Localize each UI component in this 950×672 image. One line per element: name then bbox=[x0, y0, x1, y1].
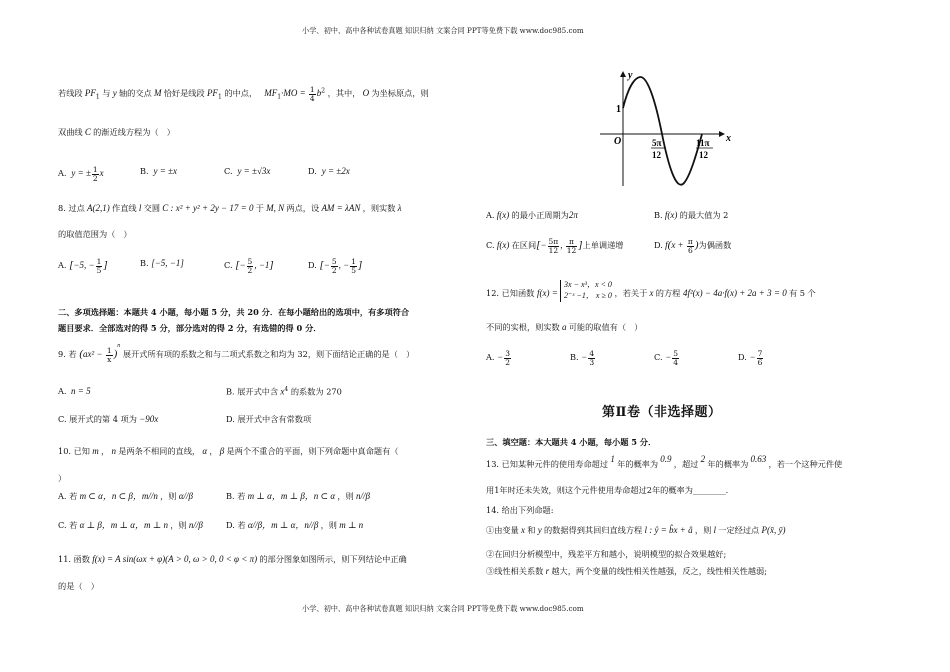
q10-stem-end: ） bbox=[58, 473, 67, 483]
y-label: y bbox=[628, 70, 633, 81]
q12-stem: 12. 已知函数 f(x) = 3x − x³，x < 0 2⁻ˣ −1， x ≥ 0 ，若关于 x 的方程 4f²(x) − 4a·f(x) + 2a + 3 = 0 有 5 个 bbox=[486, 280, 816, 300]
q7-line1: 若线段 $PF_1$ 与 y 轴的交点 M 恰好是线段 $PF_1$ 的中点， $MF_1\cdot MO$ = $\frac{1}{4}$ $b^2$ ，其中， O 为坐标原点，则 bbox=[58, 85, 429, 103]
page-footer: 小学、初中、高中各种试卷真题 知识归纳 文案合同 PPT等免费下载 www.doc985.com bbox=[302, 604, 584, 613]
x-tick-5pi-num: 5π bbox=[652, 138, 662, 148]
q11-stem-end: 的是（ ） bbox=[58, 581, 99, 591]
q11-option-b: B. f(x) 的最大值为 2 bbox=[654, 210, 729, 220]
q8-line2: 的取值范围为（ ） bbox=[58, 229, 132, 239]
q13-line1: 13. 已知某种元件的使用寿命超过 1 年的概率为 0.9 ，超过 2 年的概率为 0.63 ，若一个这种元件使 bbox=[486, 454, 843, 469]
sine-graph bbox=[596, 68, 736, 192]
section2-line2: 题目要求．全部选对的得 5 分，部分选对的得 2 分，有选错的得 0 分． bbox=[58, 323, 322, 333]
q9-stem: 9. 若 (ax² − $\frac{1}{x}$ )$^n$ 展开式所有项的系数之和与二项式系数之和均为 32，则下面结论正确的是（ ） bbox=[58, 343, 415, 364]
x-tick-11pi-num: 11π bbox=[696, 138, 710, 148]
q10-option-b: B. 若 m ⊥ α，m ⊥ β，n ⊂ α ，则 n//β bbox=[226, 491, 370, 501]
q9-option-a: A. n = 5 bbox=[58, 386, 91, 396]
part2-title: 第Ⅱ卷（非选择题） bbox=[602, 405, 722, 420]
q13-line2: 用1年时还未失效，则这个元件使用寿命超过2年的概率为________. bbox=[486, 485, 729, 495]
q7-option-d: D. y = ±2x bbox=[308, 166, 350, 176]
x-tick-11pi-den: 12 bbox=[699, 150, 708, 160]
q11-stem: 11. 函数 f(x) = A sin(ωx + φ)(A > 0, ω > 0, 0 < φ < π) 的部分图象如图所示，则下列结论中正确 bbox=[58, 554, 407, 564]
q8-option-a: A. [−5, − $\frac{1}{5}$ ] bbox=[58, 257, 108, 275]
q10-option-d: D. 若 α//β，m ⊥ α，n//β ，则 m ⊥ n bbox=[226, 520, 364, 530]
q14-item1: ①由变量 x 和 y 的数据得到其回归直线方程 l : ŷ = b̂x + â ，则 l 一定经过点 P(x̄, ȳ) bbox=[486, 525, 786, 535]
q14-item2: ②在回归分析模型中，残差平方和越小，说明模型的拟合效果越好; bbox=[486, 549, 727, 559]
q12-option-d: D. − $\frac{7}{6}$ bbox=[738, 349, 763, 367]
q7-option-a: A. y = ± $\frac{1}{2}$ x bbox=[58, 165, 104, 183]
q9-option-d: D. 展开式中含有常数项 bbox=[226, 414, 312, 424]
q8-option-c: C. [− $\frac{5}{2}$ , −1] bbox=[224, 257, 274, 275]
q8-option-b: B. [−5, −1] bbox=[140, 258, 184, 268]
x-tick-5pi-den: 12 bbox=[652, 150, 661, 160]
q12-line2: 不同的实根，则实数 a 可能的取值有（ ） bbox=[486, 322, 643, 332]
q12-option-a: A. − $\frac{3}{2}$ bbox=[486, 349, 510, 367]
q12-option-c: C. − $\frac{5}{4}$ bbox=[654, 349, 679, 367]
q9-option-b: B. 展开式中含 $x^4$ 的系数为 270 bbox=[226, 386, 342, 397]
section3-heading: 三、填空题：本大题共 4 小题，每小题 5 分． bbox=[486, 437, 657, 447]
origin-label: O bbox=[614, 136, 622, 147]
q14-heading: 14. 给出下列命题: bbox=[486, 505, 554, 515]
q10-option-a: A. 若 m ⊂ α，n ⊂ β，m//n ，则 α//β bbox=[58, 491, 193, 501]
section2-line1: 二、多项选择题：本题共 4 小题，每小题 5 分，共 20 分．在每小题给出的选项中，有多项符合 bbox=[58, 307, 410, 317]
q11-option-a: A. f(x) 的最小正周期为2π bbox=[486, 210, 578, 220]
x-label: x bbox=[726, 133, 731, 144]
q8-option-d: D. [− $\frac{5}{2}$ , − $\frac{1}{5}$ ] bbox=[308, 257, 363, 275]
q12-options bbox=[486, 344, 886, 368]
q11-option-d: D. f(x + $\frac{\pi}{6}$ )为偶函数 bbox=[654, 237, 732, 255]
q8-options bbox=[58, 250, 438, 274]
q8-line1: 8. 过点 A(2,1) 作直线 l 交圆 C : x² + y² + 2y − 17 = 0 于 M, N 两点，设 AM = λAN ，则实数 λ bbox=[58, 203, 402, 213]
q7-option-c: C. y = ±√3x bbox=[224, 166, 271, 176]
q7-option-b: B. y = ±x bbox=[140, 166, 177, 176]
q12-option-b: B. − $\frac{4}{3}$ bbox=[570, 349, 595, 367]
q10-option-c: C. 若 α ⊥ β，m ⊥ α，m ⊥ n ，则 n//β bbox=[58, 520, 203, 530]
page-header: 小学、初中、高中各种试卷真题 知识归纳 文案合同 PPT等免费下载 www.doc985.com bbox=[302, 26, 584, 35]
sine-curve bbox=[623, 77, 702, 185]
q10-stem: 10. 已知 m ， n 是两条不相同的直线， α ， β 是两个不重合的平面，则下列命题中真命题有（ bbox=[58, 446, 399, 456]
y-tick-1: 1 bbox=[616, 104, 621, 115]
q9-option-c: C. 展开式的第 4 项为 −90x bbox=[58, 414, 159, 424]
q14-item3: ③线性相关系数 r 越大，两个变量的线性相关性越强，反之，线性相关性越弱; bbox=[486, 566, 767, 576]
q11-option-c: C. f(x) 在区间[− $\frac{5\pi}{12}$ , $\frac{\pi}{12}$ ]上单调递增 bbox=[486, 237, 624, 255]
q7-line2: 双曲线 C 的渐近线方程为（ ） bbox=[58, 127, 175, 137]
